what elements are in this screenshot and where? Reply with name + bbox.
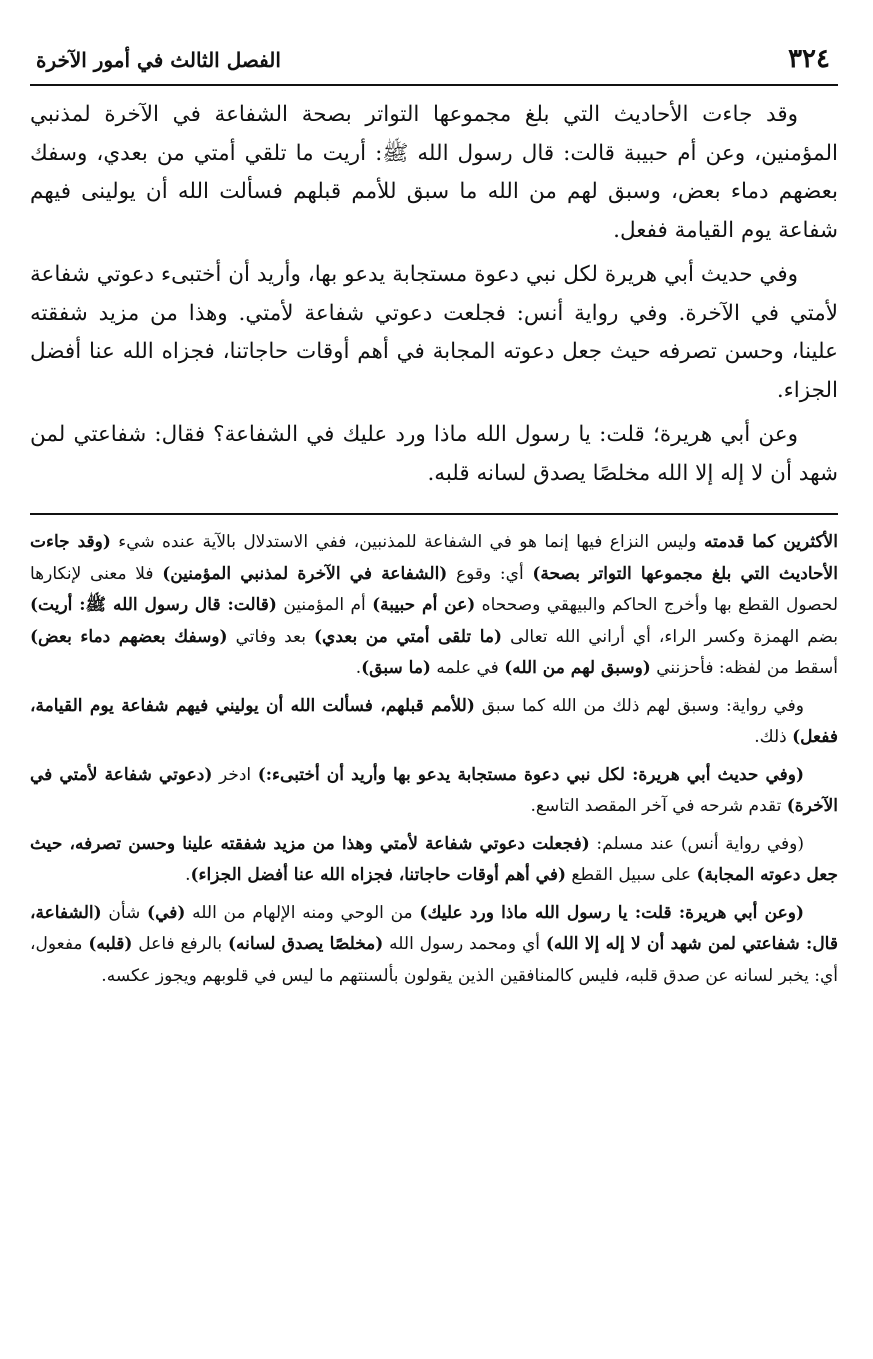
comment-text: أسقط من لفظه: فأحزنني: [650, 658, 838, 678]
quoted-text: (وفي حديث أبي هريرة: لكل نبي دعوة مستجابة يدعو بها وأريد أن أختبىء:): [257, 764, 804, 785]
quoted-text: (وعن أبي هريرة: قلت: يا رسول الله ماذا ورد عليك): [419, 902, 804, 923]
quoted-text: (ما تلقى أمتي من بعدي): [313, 626, 503, 647]
quoted-text: (وسبق لهم من الله): [504, 658, 651, 678]
main-paragraph-2: وفي حديث أبي هريرة لكل نبي دعوة مستجابة يدعو بها، وأريد أن أختبىء دعوتي شفاعة لأمتي في الآخرة. وفي رواية أنس: فجلعت دعوتي شفاعة لأمتي. وهذا من مزيد شفقته علينا، وحسن تصرفه حيث جعل دعوته المجابة في أهم أوقات حاجاتنا، فجزاه الله عنا أفضل الجزاء.: [30, 262, 838, 403]
comment-text: ذلك.: [754, 727, 793, 747]
quoted-text: (مخلصًا يصدق لسانه): [227, 934, 384, 954]
chapter-title: الفصل الثالث في أمور الآخرة: [36, 48, 281, 72]
main-paragraph-1: وقد جاءت الأحاديث التي بلغ مجموعها التواتر بصحة الشفاعة في الآخرة لمذنبي المؤمنين، وعن أم حبيبة قالت: قال رسول الله ﷺ: أريت ما تلقي أمتي من بعدي، وسفك بعضهم دماء بعض، وسبق لهم من الله ما سبق للأمم قبلهم فسألت الله أن يولينى فيهم شفاعة يوم القيامة ففعل.: [30, 102, 838, 243]
comment-text: شأن: [101, 902, 148, 923]
comment-text: من الوحي ومنه الإلهام من الله: [185, 902, 420, 923]
quoted-text: (في أهم أوقات حاجاتنا، فجزاه الله عنا أفضل الجزاء): [190, 865, 567, 885]
commentary: [30, 527, 838, 992]
comment-text: تقدم شرحه في آخر المقصد التاسع.: [530, 796, 787, 816]
quoted-text: (عن أم حبيبة): [372, 595, 476, 615]
comment-text: بضم الهمزة وكسر الراء، أي أراني الله تعالى: [502, 626, 839, 647]
comment-text: وليس النزاع فيها إنما هو في الشفاعة للمذنبين، ففي الاستدلال بالآية عنده شيء: [110, 532, 705, 552]
comment-text: أي: وقوع: [447, 563, 533, 584]
comment-text: فلا معنى لإنكارها لحصول القطع بها وأخرج الحاكم والبيهقي وصححاه: [30, 563, 839, 615]
quoted-text: (قالت: قال رسول الله ﷺ: أريت): [30, 595, 277, 615]
quoted-text: (الشفاعة، قال: شفاعتي لمن شهد أن لا إله إلا الله): [30, 902, 838, 954]
quoted-text: (قلبه): [88, 934, 133, 954]
comment-text: بالرفع فاعل: [132, 934, 228, 954]
footnote-separator: [30, 513, 838, 515]
quoted-text: (فجعلت دعوتي شفاعة لأمتي وهذا من مزيد شفقته علينا وحسن تصرفه، حيث جعل دعوته المجابة): [30, 833, 838, 885]
quoted-text: (في): [147, 902, 186, 923]
book-page: [30, 42, 838, 1332]
commentary-paragraph-5: [30, 898, 838, 993]
quoted-text: الأكثرين كما قدمته: [704, 532, 838, 552]
commentary-paragraph-4: [30, 829, 838, 892]
commentary-paragraph-3: [30, 760, 838, 823]
main-paragraph-3: وعن أبي هريرة؛ قلت: يا رسول الله ماذا ورد عليك في الشفاعة؟ فقال: شفاعتي لمن شهد أن لا إله إلا الله مخلصًا يصدق لسانه قلبه.: [30, 422, 838, 486]
running-header: [30, 42, 838, 82]
quoted-text: (ما سبق): [361, 658, 431, 678]
comment-text: أي ومحمد رسول الله: [383, 934, 546, 954]
quoted-text: (للأمم قبلهم، فسألت الله أن يوليني فيهم شفاعة يوم القيامة، ففعل): [30, 695, 838, 747]
main-text: [30, 96, 838, 493]
comment-text: ادخر: [212, 764, 258, 785]
comment-text: أم المؤمنين: [276, 595, 373, 615]
quoted-text: (وسفك بعضهم دماء بعض): [30, 626, 228, 647]
comment-text: على سبيل القطع: [566, 865, 697, 885]
comment-text: في علمه: [430, 658, 505, 678]
quoted-text: (الشفاعة في الآخرة لمذنبي المؤمنين): [162, 563, 448, 584]
page-number: ٣٢٤: [788, 44, 830, 74]
comment-text: (وفي رواية أنس): [680, 833, 804, 854]
comment-text: بعد وفاتي: [227, 626, 314, 647]
comment-text: .: [355, 658, 362, 678]
commentary-paragraph-2: [30, 691, 838, 754]
comment-text: عند مسلم:: [589, 833, 681, 854]
quoted-text: (وقد جاءت الأحاديث التي بلغ مجموعها التواتر بصحة): [30, 532, 838, 584]
quoted-text: (دعوتي شفاعة لأمتي في الآخرة): [30, 764, 838, 816]
comment-text: مفعول، أي: يخبر لسانه عن صدق قلبه، فليس كالمنافقين الذين يقولون بألسنتهم ما ليس في قلوبهم ويجوز عكسه.: [30, 934, 838, 986]
comment-text: .: [185, 865, 191, 885]
header-rule: [30, 84, 838, 86]
comment-text: وفي رواية: وسبق لهم ذلك من الله كما سبق: [474, 695, 805, 716]
commentary-paragraph-1: [30, 527, 838, 685]
